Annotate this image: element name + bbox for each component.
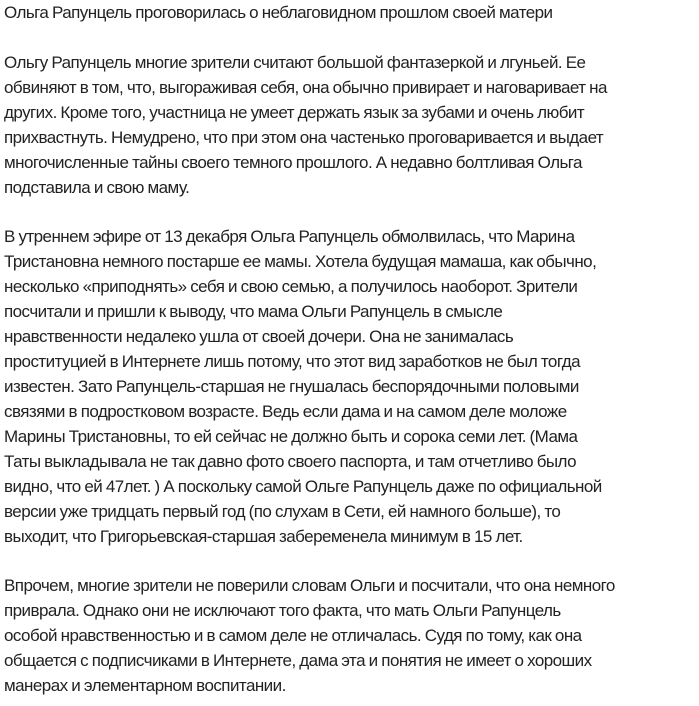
paragraph-line: особой нравственностью и в самом деле не отличалась. Судя по тому, как она	[4, 626, 582, 645]
paragraph-line: В утреннем эфире от 13 декабря Ольга Рапунцель обмолвилась, что Марина	[4, 227, 575, 246]
paragraph-line: подставила и свою маму.	[4, 178, 190, 197]
paragraph-line: связями в подростковом возрасте. Ведь если дама и на самом деле моложе	[4, 402, 567, 421]
paragraph-line: несколько «приподнять» себя и свою семью, а получилось наоборот. Зрители	[4, 277, 578, 296]
paragraph-line: Впрочем, многие зрители не поверили словам Ольги и посчитали, что она немного	[4, 576, 615, 595]
paragraph-line: проституцией в Интернете лишь потому, что этот вид заработков не был тогда	[4, 352, 581, 371]
paragraph-line: известен. Зато Рапунцель-старшая не гнушалась беспорядочными половыми	[4, 377, 579, 396]
paragraph-line: многочисленные тайны своего темного прошлого. А недавно болтливая Ольга	[4, 153, 582, 172]
paragraph-line: приврала. Однако они не исключают того факта, что мать Ольги Рапунцель	[4, 601, 561, 620]
article-title: Ольга Рапунцель проговорилась о неблаговидном прошлом своей матери	[4, 3, 553, 22]
paragraph-line: нравственности недалеко ушла от своей дочери. Она не занималась	[4, 327, 514, 346]
paragraph-line: видно, что ей 47лет. ) А поскольку самой Ольге Рапунцель даже по официальной	[4, 477, 602, 496]
paragraph-line: посчитали и пришли к выводу, что мама Ольги Рапунцель в смысле	[4, 302, 503, 321]
paragraph-line: общается с подписчиками в Интернете, дама эта и понятия не имеет о хороших	[4, 651, 592, 670]
paragraph-line: обвиняют в том, что, выгораживая себя, она обычно привирает и наговаривает на	[4, 78, 607, 97]
paragraph-line: Тристановна немного постарше ее мамы. Хотела будущая мамаша, как обычно,	[4, 252, 597, 271]
paragraph-line: манерах и элементарном воспитании.	[4, 676, 286, 695]
paragraph-line: версии уже тридцать первый год (по слухам в Сети, ей намного больше), то	[4, 502, 561, 521]
paragraph-line: прихвастнуть. Немудрено, что при этом она частенько проговаривается и выдает	[4, 128, 604, 147]
paragraph-line: выходит, что Григорьевская-старшая забеременела минимум в 15 лет.	[4, 527, 523, 546]
paragraph-line: Таты выкладывала не так давно фото своего паспорта, и там отчетливо было	[4, 452, 577, 471]
paragraph-line: других. Кроме того, участница не умеет держать язык за зубами и очень любит	[4, 103, 585, 122]
paragraph-line: Марины Тристановны, то ей сейчас не должно быть и сорока семи лет. (Мама	[4, 427, 578, 446]
paragraph-line: Ольгу Рапунцель многие зрители считают большой фантазеркой и лгуньей. Ее	[4, 53, 586, 72]
